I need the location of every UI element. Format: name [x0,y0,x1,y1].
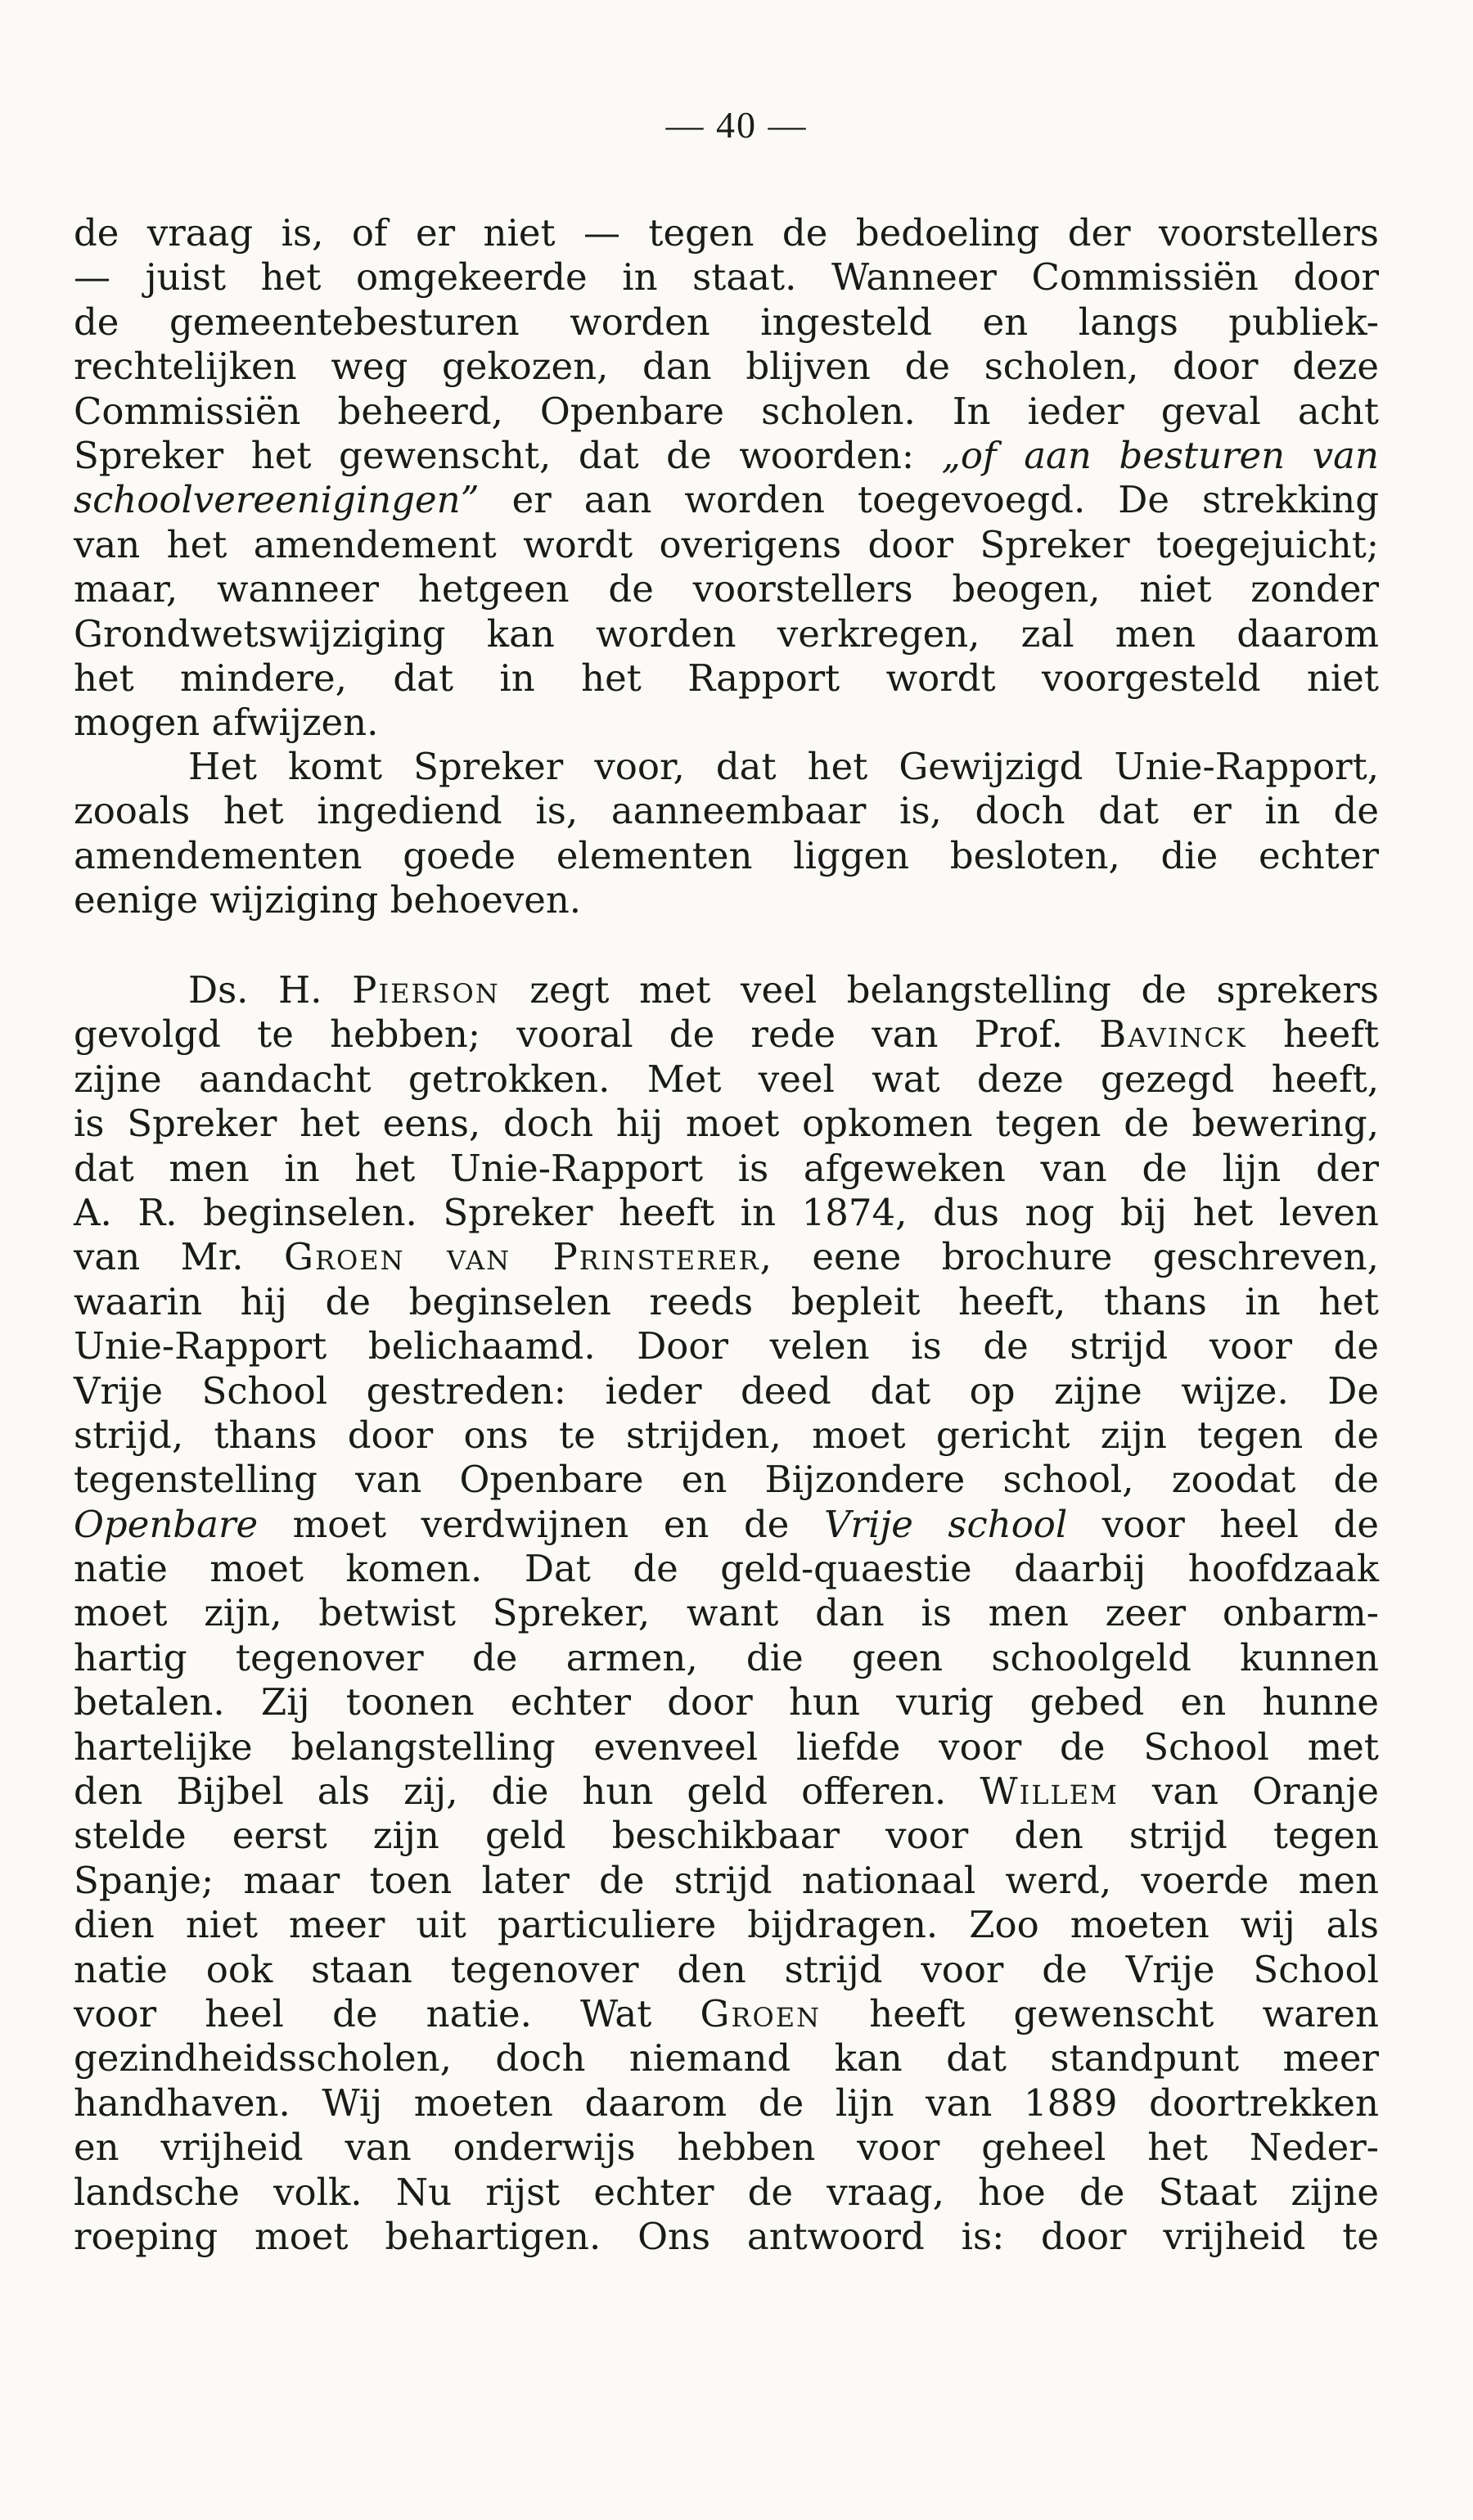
text-line: betalen. Zij toonen echter door hun vurig gebed en hunne [74,1680,1379,1724]
text-line: mogen afwijzen. [74,701,379,745]
text-line: zijne aandacht getrokken. Met veel wat deze gezegd heeft, [74,1057,1379,1101]
text-line [74,434,1379,478]
text-line: de vraag is, of er niet — tegen de bedoeling der voorstellers [74,211,1379,255]
person-name: Bavinck [1099,1012,1247,1057]
text-line: Unie-Rapport belichaamd. Door velen is de strijd voor de [74,1324,1379,1368]
quoted-phrase: „of aan besturen van [941,433,1379,477]
text-line [74,1769,1379,1814]
text-line: het mindere, dat in het Rapport wordt voorgesteld niet [74,656,1379,700]
text-line [74,1235,1379,1279]
text-line [74,1503,1379,1547]
text-line: natie ook staan tegenover den strijd voor de Vrije School [74,1947,1379,1991]
text-segment: heeft [1283,1012,1379,1057]
text-line: roeping moet behartigen. Ons antwoord is: door vrijheid te [74,2214,1379,2258]
text-line: hartelijke belangstelling evenveel liefde voor de School met [74,1724,1379,1769]
text-segment: voor heel de [1101,1502,1379,1546]
text-line: rechtelijken weg gekozen, dan blijven de scholen, door deze [74,345,1379,389]
text-segment: gevolgd te hebben; vooral de rede van Prof. [74,1012,1063,1057]
text-segment: Spreker het gewenscht, dat de woorden: [74,433,914,477]
text-line: van het amendement wordt overigens door Spreker toegejuicht; [74,522,1379,566]
text-segment: moet verdwijnen en de [292,1502,790,1546]
text-line [74,478,1379,522]
text-segment: voor heel de natie. Wat [74,1991,652,2035]
italic-term: Vrije school [823,1502,1068,1546]
text-line: dat men in het Unie-Rapport is afgeweken van de lijn der [74,1146,1379,1190]
text-line: Commissiën beheerd, Openbare scholen. In ieder geval acht [74,389,1379,433]
text-segment: Ds. H. [188,968,322,1012]
text-line: strijd, thans door ons te strijden, moet gericht zijn tegen de [74,1413,1379,1457]
text-line: natie moet komen. Dat de geld-quaestie daarbij hoofdzaak [74,1547,1379,1591]
person-name: Groen van Prinsterer [284,1235,760,1279]
paragraph-1 [74,211,1379,746]
text-line: handhaven. Wij moeten daarom de lijn van 1889 doortrekken [74,2080,1379,2125]
text-line: tegenstelling van Openbare en Bijzondere school, zoodat de [74,1458,1379,1502]
text-line [74,968,1379,1012]
text-segment: heeft gewenscht waren [869,1991,1379,2035]
text-line: moet zijn, betwist Spreker, want dan is men zeer onbarm- [74,1591,1379,1635]
person-name: Groen [700,1991,822,2035]
text-line [74,745,1379,789]
text-line: landsche volk. Nu rijst echter de vraag, hoe de Staat zijne [74,2170,1379,2214]
text-line: dien niet meer uit particuliere bijdragen. Zoo moeten wij als [74,1903,1379,1947]
italic-term: Openbare [74,1502,259,1546]
text-line: is Spreker het eens, doch hij moet opkomen tegen de bewering, [74,1102,1379,1146]
text-segment: Het komt Spreker voor, dat het Gewijzigd Unie-Rapport, [188,745,1379,788]
text-line: hartig tegenover de armen, die geen schoolgeld kunnen [74,1635,1379,1679]
text-line: eenige wijziging behoeven. [74,878,582,922]
text-segment: van Oranje [1151,1769,1379,1814]
page-number: — 40 — [665,104,808,146]
text-line [74,1012,1379,1057]
text-line: — juist het omgekeerde in staat. Wanneer Commissiën door [74,255,1379,300]
text-line: Spanje; maar toen later de strijd nationaal werd, voerde men [74,1858,1379,1902]
paragraph-2 [74,745,1379,923]
text-line: waarin hij de beginselen reeds bepleit heeft, thans in het [74,1279,1379,1323]
text-segment: , eene brochure geschreven, [759,1235,1379,1279]
text-line: maar, wanneer hetgeen de voorstellers beogen, niet zonder [74,567,1379,611]
text-line: amendementen goede elementen liggen besloten, die echter [74,833,1379,877]
text-line: de gemeentebesturen worden ingesteld en langs publiek- [74,300,1379,344]
text-line: Vrije School gestreden: ieder deed dat op zijne wijze. De [74,1368,1379,1413]
text-segment: van Mr. [74,1235,244,1279]
text-segment: zegt met veel belangstelling de sprekers [529,968,1380,1012]
text-line: stelde eerst zijn geld beschikbaar voor den strijd tegen [74,1814,1379,1858]
text-segment: den Bijbel als zij, die hun geld offeren. [74,1769,947,1814]
text-line: Grondwetswijziging kan worden verkregen, zal men daarom [74,611,1379,656]
text-line: zooals het ingediend is, aanneembaar is, doch dat er in de [74,789,1379,833]
person-name: Willem [980,1769,1119,1814]
text-line [74,1992,1379,2036]
paragraph-3 [74,968,1379,2259]
text-line: A. R. beginselen. Spreker heeft in 1874, dus nog bij het leven [74,1190,1379,1234]
quoted-phrase: schoolvereenigingen” [74,478,480,522]
text-line: gezindheidsscholen, doch niemand kan dat standpunt meer [74,2036,1379,2080]
text-line: en vrijheid van onderwijs hebben voor geheel het Neder- [74,2126,1379,2170]
text-segment: er aan worden toegevoegd. De strekking [479,478,1379,522]
person-name: Pierson [352,968,500,1012]
